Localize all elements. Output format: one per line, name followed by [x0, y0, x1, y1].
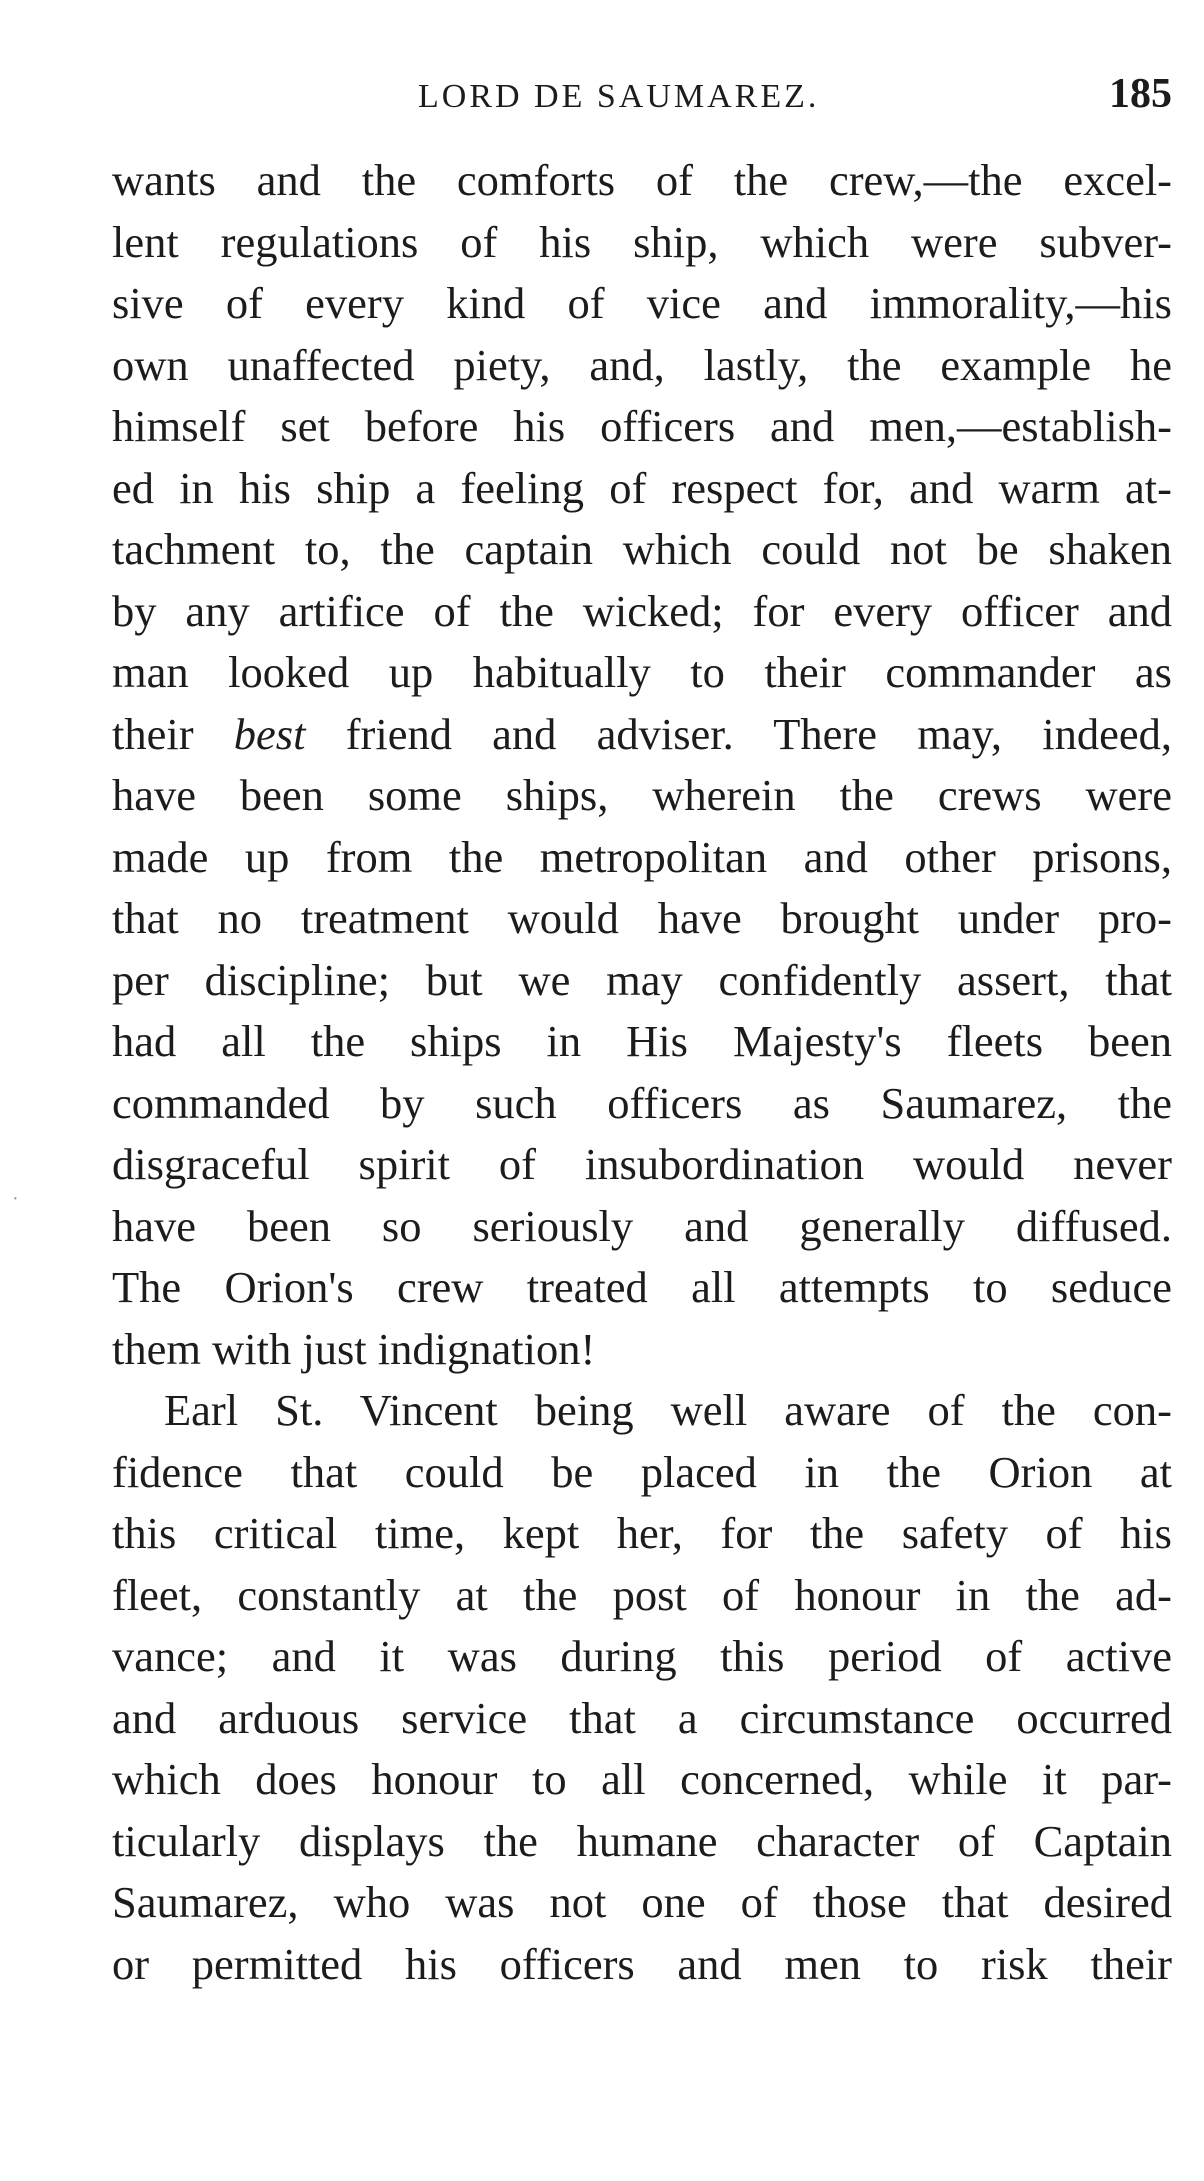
text-line: have been so seriously and generally diffused.	[112, 1200, 1172, 1251]
text-line: Earl St. Vincent being well aware of the con-	[164, 1385, 1172, 1435]
text-line: commanded by such officers as Saumarez, the	[112, 1077, 1172, 1128]
text-line: by any artifice of the wicked; for every officer and	[112, 585, 1172, 636]
text-line: had all the ships in His Majesty's fleets been	[112, 1016, 1172, 1066]
text-line: ticularly displays the humane character of Captain	[112, 1815, 1172, 1866]
running-head-title: LORD DE SAUMAREZ.	[418, 78, 820, 115]
text-line: The Orion's crew treated all attempts to seduce	[112, 1262, 1172, 1312]
text-line: Saumarez, who was not one of those that desired	[112, 1877, 1172, 1927]
text-line: tachment to, the captain which could not be shaken	[112, 524, 1172, 574]
text-line: that no treatment would have brought under pro-	[112, 893, 1172, 943]
text-line: and arduous service that a circumstance occurred	[112, 1692, 1172, 1743]
text-line: or permitted his officers and men to risk their	[112, 1938, 1172, 1989]
text-line: made up from the metropolitan and other prisons,	[112, 831, 1172, 882]
text-line: disgraceful spirit of insubordination would never	[112, 1139, 1172, 1189]
text-line: sive of every kind of vice and immorality,—his	[112, 278, 1172, 328]
paragraph-1	[112, 150, 1172, 1380]
text-line: which does honour to all concerned, while it par-	[112, 1754, 1172, 1804]
margin-dot: ·	[12, 1188, 19, 1210]
text-line: have been some ships, wherein the crews were	[112, 770, 1172, 820]
text-line: himself set before his officers and men,—establish-	[112, 401, 1172, 451]
paragraph-2	[112, 1380, 1172, 1995]
text-line-with-italic	[112, 704, 1172, 766]
text-line: this critical time, kept her, for the safety of his	[112, 1508, 1172, 1558]
text-line: man looked up habitually to their commander as	[112, 647, 1172, 697]
text-line: wants and the comforts of the crew,—the excel-	[112, 155, 1172, 205]
text-line: them with just indignation!	[112, 1323, 596, 1374]
text-segment: their	[112, 708, 234, 759]
text-line: ed in his ship a feeling of respect for, and warm at-	[112, 462, 1172, 513]
italic-word: best	[233, 708, 306, 759]
text-line: fidence that could be placed in the Orion at	[112, 1446, 1172, 1497]
text-segment: friend and adviser. There may, indeed,	[305, 708, 1172, 759]
text-line: fleet, constantly at the post of honour in the ad-	[112, 1569, 1172, 1620]
page-number: 185	[1109, 71, 1172, 117]
text-line: own unaffected piety, and, lastly, the example he	[112, 339, 1172, 390]
text-line: vance; and it was during this period of active	[112, 1631, 1172, 1681]
body-text	[112, 150, 1172, 1995]
text-line: lent regulations of his ship, which were subver-	[112, 216, 1172, 267]
text-line: per discipline; but we may confidently assert, that	[112, 954, 1172, 1005]
